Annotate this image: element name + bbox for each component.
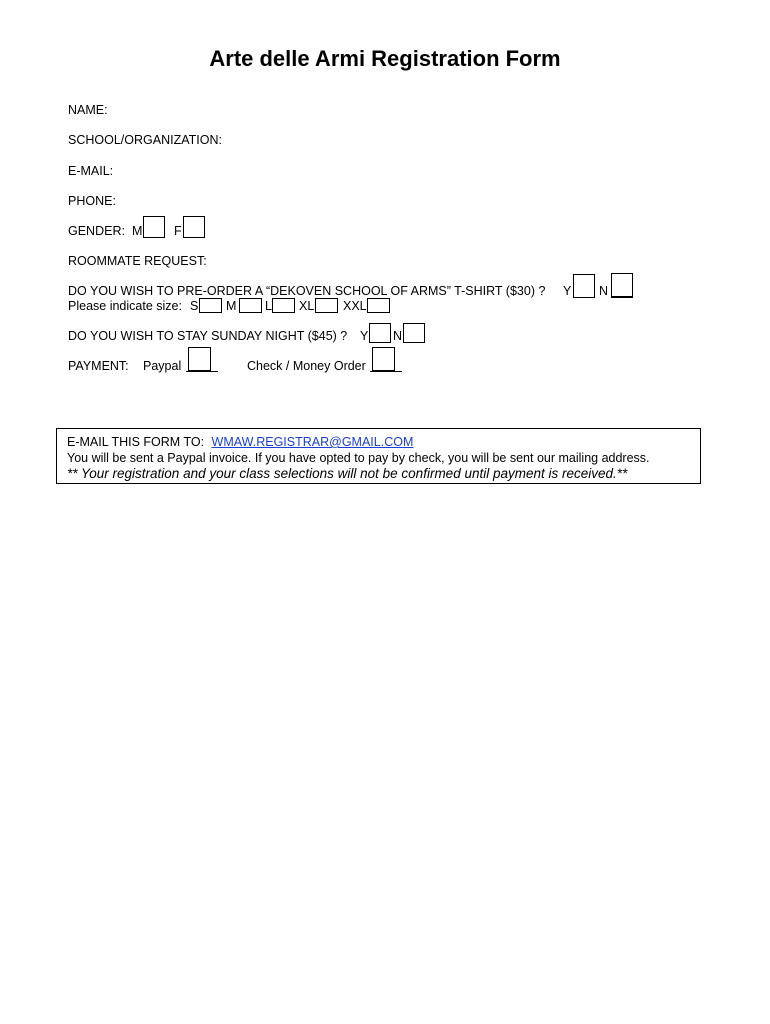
- email-instruction: [67, 434, 700, 450]
- email-label: E-MAIL:: [68, 164, 114, 178]
- notice-box: [56, 428, 701, 484]
- school-label: SCHOOL/ORGANIZATION:: [68, 133, 222, 147]
- payment-paypal-checkbox[interactable]: [188, 347, 211, 371]
- tshirt-question: DO YOU WISH TO PRE-ORDER A “DEKOVEN SCHOOL OF ARMS” T-SHIRT ($30) ?: [68, 284, 546, 298]
- size-s-label: S: [190, 299, 199, 313]
- sunday-yes-checkbox[interactable]: [369, 323, 391, 343]
- tshirt-no-label: N: [599, 284, 609, 298]
- sunday-no-checkbox[interactable]: [403, 323, 425, 343]
- gender-male-checkbox[interactable]: [143, 216, 165, 238]
- payment-paypal-underline: [186, 371, 218, 372]
- gender-male-label: M: [132, 224, 143, 238]
- gender-female-label: F: [174, 224, 182, 238]
- payment-check-underline: [370, 371, 402, 372]
- gender-female-underline: [183, 237, 205, 238]
- payment-label: PAYMENT:: [68, 359, 129, 373]
- size-s-checkbox[interactable]: [199, 298, 222, 313]
- registrar-email-link[interactable]: WMAW.REGISTRAR@GMAIL.COM: [211, 435, 414, 449]
- gender-female-checkbox[interactable]: [183, 216, 205, 238]
- size-m-checkbox[interactable]: [239, 298, 262, 313]
- tshirt-yes-checkbox[interactable]: [573, 274, 595, 298]
- payment-check-label: Check / Money Order: [247, 359, 366, 373]
- confirmation-text: ** Your registration and your class selections will not be confirmed until payment is received.**: [67, 466, 628, 481]
- size-l-checkbox[interactable]: [272, 298, 295, 313]
- gender-male-underline: [143, 237, 165, 238]
- sunday-yes-label: Y: [360, 329, 369, 343]
- roommate-label: ROOMMATE REQUEST:: [68, 254, 207, 268]
- size-xl-checkbox[interactable]: [315, 298, 338, 313]
- payment-check-checkbox[interactable]: [372, 347, 395, 371]
- payment-paypal-label: Paypal: [143, 359, 182, 373]
- sunday-question: DO YOU WISH TO STAY SUNDAY NIGHT ($45) ?: [68, 329, 348, 343]
- tshirt-no-underline: [611, 297, 633, 298]
- size-m-label: M: [226, 299, 237, 313]
- size-xxl-checkbox[interactable]: [367, 298, 390, 313]
- name-label: NAME:: [68, 103, 108, 117]
- gender-label: GENDER:: [68, 224, 125, 238]
- sunday-no-label: N: [393, 329, 403, 343]
- size-l-label: L: [265, 299, 272, 313]
- tshirt-yes-underline: [573, 297, 595, 298]
- size-xl-label: XL: [299, 299, 315, 313]
- tshirt-yes-label: Y: [563, 284, 572, 298]
- invoice-text: You will be sent a Paypal invoice. If you have opted to pay by check, you will be sent our mailing address.: [67, 451, 650, 465]
- size-xxl-label: XXL: [343, 299, 367, 313]
- size-prompt: Please indicate size:: [68, 299, 182, 313]
- form-title: Arte delle Armi Registration Form: [209, 46, 561, 71]
- tshirt-no-checkbox[interactable]: [611, 273, 633, 297]
- phone-label: PHONE:: [68, 194, 116, 208]
- email-prefix: E-MAIL THIS FORM TO:: [67, 435, 205, 449]
